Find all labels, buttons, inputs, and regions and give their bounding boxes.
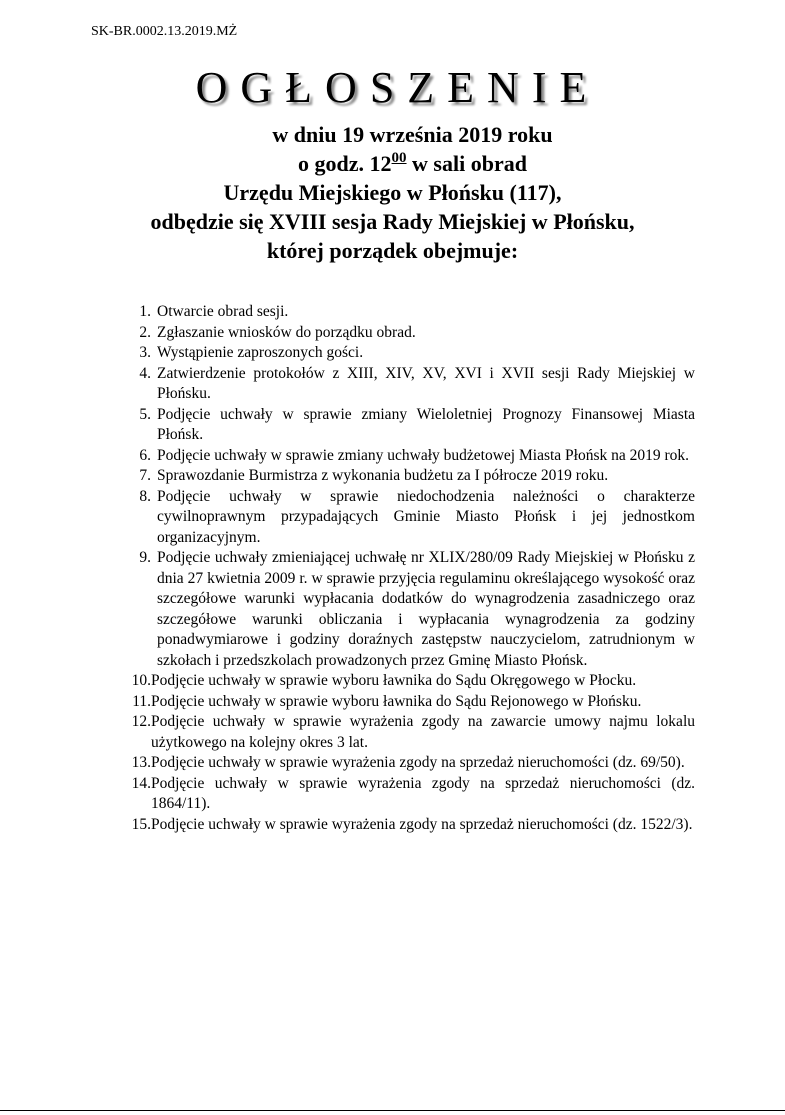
agenda-item	[120, 692, 695, 713]
intro-time-prefix: o godz. 12	[298, 151, 392, 176]
agenda-item-number: 15.	[131, 815, 151, 833]
agenda-item-number: 1.	[139, 303, 151, 320]
agenda-item-text: Podjęcie uchwały w sprawie wyboru ławnika do Sądu Rejonowego w Płońsku.	[151, 692, 642, 710]
agenda-item	[120, 343, 695, 364]
agenda-item-text: Wystąpienie zaproszonych gości.	[157, 344, 364, 361]
intro-time	[0, 149, 785, 178]
agenda-item-number: 10.	[131, 672, 151, 689]
intro-time-minutes: 00	[391, 150, 407, 166]
agenda-item-number: 14.	[131, 774, 151, 792]
agenda-item-text: Podjęcie uchwały w sprawie wyrażenia zgody na sprzedaż nieruchomości (dz. 69/50).	[151, 754, 685, 771]
agenda-item	[120, 774, 695, 815]
page-title: OGŁOSZENIE	[195, 63, 600, 112]
agenda-item	[120, 323, 695, 344]
agenda-item-text: Podjęcie uchwały w sprawie wyrażenia zgody na sprzedaż nieruchomości (dz. 1864/11).	[151, 774, 695, 812]
intro-agenda-lead: której porządek obejmuje:	[266, 238, 519, 263]
agenda-item	[120, 446, 695, 467]
agenda-item-number: 12.	[131, 713, 151, 730]
agenda-item	[120, 302, 695, 323]
agenda-item-number: 5.	[139, 405, 151, 423]
agenda-item-text: Podjęcie uchwały w sprawie wyrażenia zgody na zawarcie umowy najmu lokalu użytkowego na kolejny okres 3 lat.	[151, 713, 695, 751]
agenda-item-text: Podjęcie uchwały zmieniającej uchwałę nr XLIX/280/09 Rady Miejskiej w Płońsku z dnia 27 kwietnia 2009 r. w sprawie przyjęcia regulaminu określającego wysokość oraz szczegółowe warunki wypłacania dodatków do wynagrodzenia zasadniczego oraz szczegółowe warunki obliczania i wypłacania wynagrodzenia za godziny ponadwymiarowe i godziny doraźnych zastępstw nauczycielom, zatrudnionym w szkołach i przedszkolach prowadzonych przez Gminę Miasto Płońsk.	[157, 549, 695, 669]
agenda-item	[120, 815, 695, 836]
intro-time-suffix: w sali obrad	[406, 151, 527, 176]
agenda-item-number: 11.	[132, 692, 151, 710]
agenda-item-number: 2.	[139, 323, 151, 341]
agenda-list	[120, 302, 695, 835]
agenda-item-text: Podjęcie uchwały w sprawie niedochodzenia należności o charakterze cywilnoprawnym przypadających Gminie Miasto Płońsk i jej jednostkom organizacyjnym.	[157, 487, 695, 546]
intro-session: odbędzie się XVIII sesja Rady Miejskiej w Płońsku,	[150, 209, 635, 234]
intro-date: w dniu 19 września 2019 roku	[272, 122, 553, 147]
agenda-item-text: Zatwierdzenie protokołów z XIII, XIV, XV, XVI i XVII sesji Rady Miejskiej w Płońsku.	[157, 364, 695, 402]
agenda-item	[120, 671, 695, 692]
agenda-item-number: 6.	[139, 446, 151, 464]
agenda-item	[120, 487, 695, 549]
agenda-item-text: Podjęcie uchwały w sprawie zmiany uchwały budżetowej Miasta Płońsk na 2019 rok.	[157, 446, 690, 464]
agenda-item-number: 8.	[139, 487, 151, 505]
agenda-item-number: 9.	[139, 549, 151, 566]
agenda-item	[120, 753, 695, 774]
agenda-item	[120, 405, 695, 446]
agenda-item	[120, 466, 695, 487]
announcement-intro	[0, 120, 785, 265]
agenda-item-text: Zgłaszanie wniosków do porządku obrad.	[157, 323, 416, 341]
agenda-item-text: Otwarcie obrad sesji.	[157, 303, 289, 320]
agenda-item-text: Podjęcie uchwały w sprawie wyrażenia zgody na sprzedaż nieruchomości (dz. 1522/3).	[151, 815, 693, 833]
agenda-item-number: 7.	[139, 467, 151, 484]
agenda-item-number: 3.	[139, 344, 151, 361]
agenda-item-number: 13.	[131, 754, 151, 771]
agenda-item-text: Sprawozdanie Burmistrza z wykonania budżetu za I półrocze 2019 roku.	[157, 467, 609, 484]
agenda-item	[120, 712, 695, 753]
agenda-item-text: Podjęcie uchwały w sprawie zmiany Wieloletniej Prognozy Finansowej Miasta Płońsk.	[157, 405, 695, 443]
intro-venue: Urzędu Miejskiego w Płońsku (117),	[223, 180, 562, 205]
document-reference: SK-BR.0002.13.2019.MŻ	[91, 24, 238, 39]
agenda-item-number: 4.	[139, 364, 151, 382]
agenda-item	[120, 364, 695, 405]
page-bottom-border	[0, 1110, 785, 1111]
agenda-item	[120, 548, 695, 671]
agenda-item-text: Podjęcie uchwały w sprawie wyboru ławnika do Sądu Okręgowego w Płocku.	[151, 672, 637, 689]
